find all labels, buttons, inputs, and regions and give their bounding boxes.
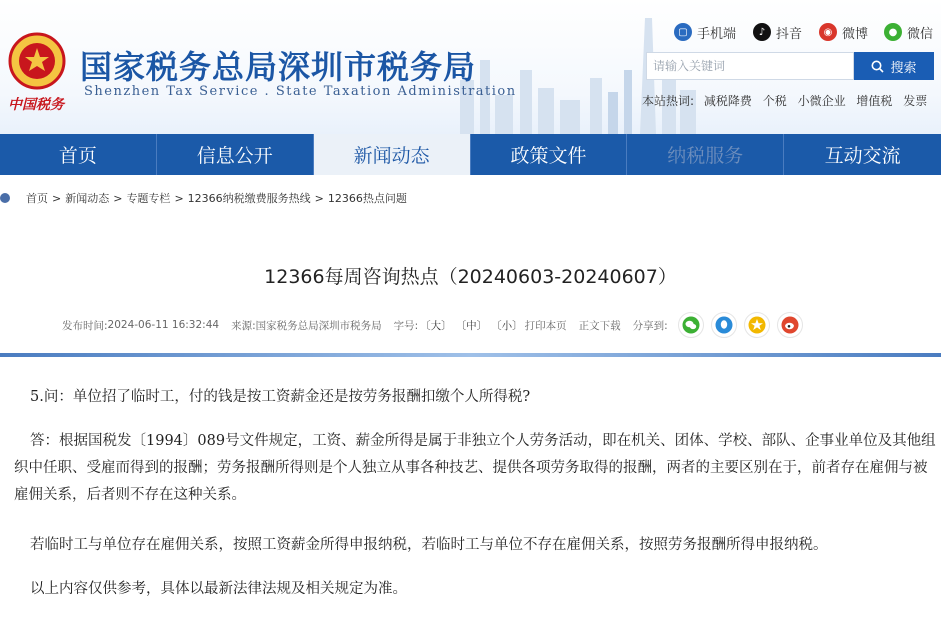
- social-douyin-link[interactable]: [753, 22, 802, 42]
- main-nav: [0, 134, 941, 175]
- publish-time: 2024-06-11 16:32:44: [107, 319, 220, 331]
- search-button[interactable]: [854, 52, 934, 80]
- disclaimer-paragraph: 以上内容仅供参考，具体以最新法律法规及相关规定为准。: [30, 581, 407, 597]
- social-wechat-link[interactable]: [884, 22, 933, 42]
- download-button[interactable]: 正文下载: [578, 319, 621, 332]
- douyin-icon: ♪: [753, 23, 771, 41]
- font-size-small-button[interactable]: 〔小〕: [491, 319, 523, 332]
- weibo-icon: [781, 316, 799, 334]
- nav-item-policy[interactable]: 政策文件: [471, 134, 628, 175]
- answer-paragraph: 若临时工与单位存在雇佣关系，按照工资薪金所得申报纳税，若临时工与单位不存在雇佣关系，按照劳务报酬所得申报纳税。: [30, 537, 828, 553]
- site-subtitle: Shenzhen Tax Service . State Taxation Administration: [84, 84, 517, 99]
- tax-emblem-logo: [8, 32, 66, 90]
- hot-keyword[interactable]: 减税降费: [703, 94, 752, 108]
- breadcrumb: [0, 188, 407, 208]
- share-label: 分享到:: [632, 319, 668, 332]
- emblem-caption: 中国税务: [8, 97, 64, 113]
- qzone-icon: [748, 316, 766, 334]
- social-weibo-label: 微博: [842, 26, 869, 42]
- hot-keyword[interactable]: 小微企业: [797, 94, 846, 108]
- breadcrumb-link[interactable]: 新闻动态: [65, 192, 110, 205]
- share-weibo-button[interactable]: [777, 312, 803, 338]
- content-divider: [0, 353, 941, 357]
- share-wechat-button[interactable]: [678, 312, 704, 338]
- nav-item-home[interactable]: 首页: [0, 134, 157, 175]
- social-weibo-link[interactable]: [819, 22, 868, 42]
- publish-time-label: 发布时间:: [62, 319, 108, 332]
- answer-paragraph: 答：根据国税发〔1994〕089号文件规定，工资、薪金所得是属于非独立个人劳务活动，即在机关、团体、学校、部队、企事业单位及其他组织中任职、受雇而得到的报酬；劳务报酬所得则是个人独立从事各种技艺、提供各项劳务取得的报酬，两者的主要区别在于，前者存在雇佣与被雇佣关系，后者则不存在这种关系。: [14, 433, 936, 503]
- breadcrumb-link[interactable]: 12366纳税缴费服务热线: [187, 192, 311, 205]
- question-text: 5.问：单位招了临时工，付的钱是按工资薪金还是按劳务报酬扣缴个人所得税?: [30, 389, 531, 405]
- search-input[interactable]: [646, 52, 854, 80]
- breadcrumb-separator: >: [113, 191, 123, 205]
- source-value: 国家税务总局深圳市税务局: [255, 319, 382, 332]
- print-button[interactable]: 打印本页: [524, 319, 567, 332]
- breadcrumb-link[interactable]: 专题专栏: [126, 192, 171, 205]
- hot-keyword[interactable]: 个税: [762, 94, 787, 108]
- social-douyin-label: 抖音: [776, 26, 803, 42]
- article-title: 12366每周咨询热点（20240603-20240607）: [264, 266, 677, 288]
- qq-icon: [715, 316, 733, 334]
- wechat-icon: ●: [884, 23, 902, 41]
- font-size-label: 字号:: [393, 319, 419, 332]
- location-pin-icon: [0, 193, 10, 203]
- article-meta: [62, 313, 810, 337]
- hot-keyword[interactable]: 发票: [903, 94, 928, 108]
- hot-search-label: 本站热词:: [642, 94, 695, 108]
- search-icon: [871, 60, 884, 73]
- nav-item-interaction[interactable]: 互动交流: [824, 145, 901, 167]
- breadcrumb-separator: >: [52, 191, 62, 205]
- font-size-medium-button[interactable]: 〔中〕: [455, 319, 488, 332]
- search-button-label: 搜索: [890, 60, 917, 76]
- breadcrumb-separator: >: [174, 191, 184, 205]
- mobile-icon: ▢: [674, 23, 692, 41]
- nav-item-info-disclosure[interactable]: 信息公开: [157, 134, 314, 175]
- social-wechat-label: 微信: [907, 26, 934, 42]
- nav-item-news[interactable]: 新闻动态: [314, 134, 471, 175]
- breadcrumb-link[interactable]: 首页: [26, 192, 48, 205]
- share-qzone-button[interactable]: [744, 312, 770, 338]
- hot-search: [642, 92, 934, 109]
- social-mobile-link[interactable]: [674, 22, 736, 42]
- site-title: 国家税务总局深圳市税务局: [80, 48, 477, 86]
- font-size-large-button[interactable]: 〔大〕: [420, 319, 452, 332]
- weibo-icon: ◉: [819, 23, 837, 41]
- breadcrumb-link[interactable]: 12366热点问题: [327, 192, 407, 205]
- share-qq-button[interactable]: [711, 312, 737, 338]
- nav-item-tax-service[interactable]: 纳税服务: [627, 134, 784, 175]
- social-mobile-label: 手机端: [697, 26, 737, 42]
- wechat-icon: [682, 316, 700, 334]
- site-header: [0, 0, 941, 134]
- source-label: 来源:: [231, 319, 256, 332]
- hot-keyword[interactable]: 增值税: [856, 94, 893, 108]
- breadcrumb-separator: >: [314, 191, 324, 205]
